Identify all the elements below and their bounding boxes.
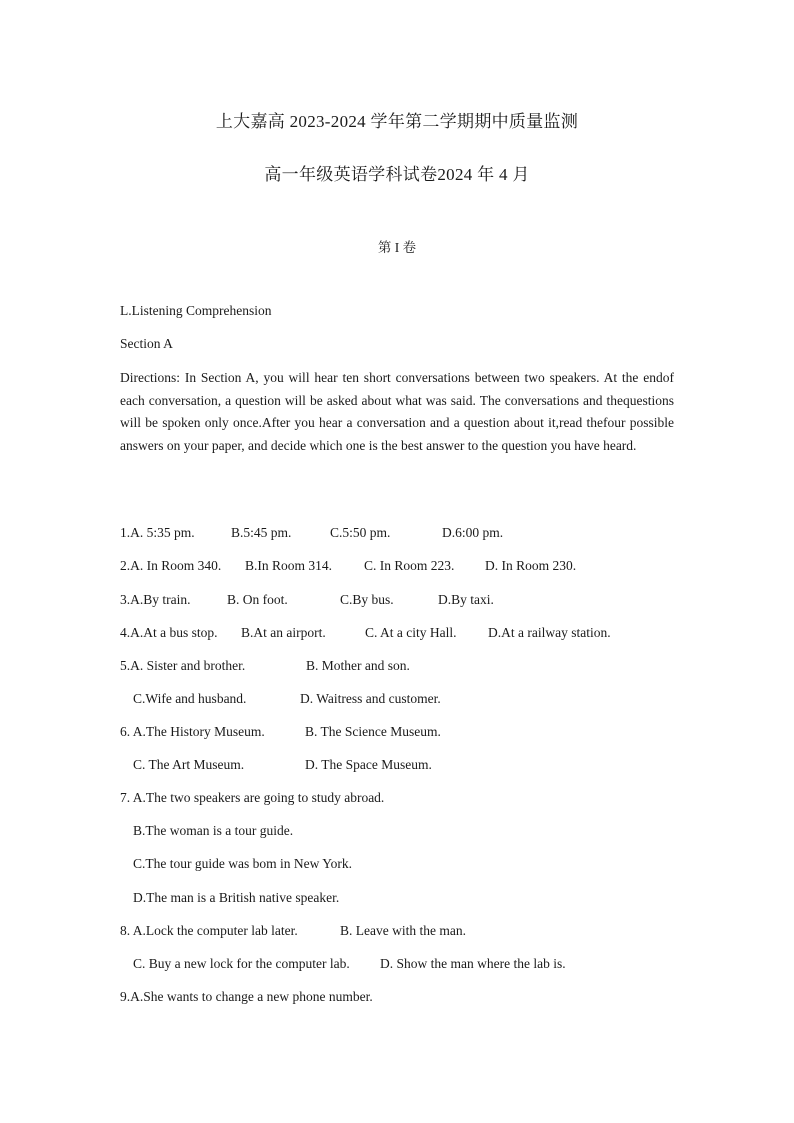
q8-option-a: 8. A.Lock the computer lab later. [120, 923, 298, 938]
q7-option-b: B.The woman is a tour guide. [133, 823, 294, 838]
q2-option-a: 2.A. In Room 340. [120, 558, 222, 573]
q4-option-c: C. At a city Hall. [365, 625, 457, 640]
q2-option-b: B.In Room 314. [245, 558, 333, 573]
q3-option-b: B. On foot. [227, 592, 288, 607]
q6-option-c: C. The Art Museum. [133, 757, 245, 772]
section-heading: Section A [120, 336, 173, 351]
q6-option-d: D. The Space Museum. [305, 757, 432, 772]
q1-option-c: C.5:50 pm. [330, 525, 391, 540]
part-heading: L.Listening Comprehension [120, 303, 272, 318]
q6-option-a: 6. A.The History Museum. [120, 724, 265, 739]
q8-option-d: D. Show the man where the lab is. [380, 956, 566, 971]
q5-option-a: 5.A. Sister and brother. [120, 658, 246, 673]
q4-option-b: B.At an airport. [241, 625, 326, 640]
q5-option-b: B. Mother and son. [306, 658, 410, 673]
q6-option-b: B. The Science Museum. [305, 724, 441, 739]
q5-option-c: C.Wife and husband. [133, 691, 247, 706]
q2-option-c: C. In Room 223. [364, 558, 455, 573]
q1-option-d: D.6:00 pm. [442, 525, 504, 540]
q7-option-c: C.The tour guide was bom in New York. [133, 856, 352, 871]
q1-option-b: B.5:45 pm. [231, 525, 292, 540]
q1-option-a: 1.A. 5:35 pm. [120, 525, 195, 540]
q2-option-d: D. In Room 230. [485, 558, 577, 573]
q3-option-a: 3.A.By train. [120, 592, 191, 607]
q3-option-d: D.By taxi. [438, 592, 494, 607]
directions-paragraph: Directions: In Section A, you will hear ten short conversations between two speakers. At the endof each conversation, a question will be asked about what was said. The conversations and thequestions will be spoken only once.After you hear a conversation and a question about it,read thefour possible answers on your paper, and decide which one is the best answer to the question you have heard. [120, 370, 674, 453]
volume-label: 第 I 卷 [377, 240, 417, 255]
q8-option-b: B. Leave with the man. [340, 923, 466, 938]
q7-option-d: D.The man is a British native speaker. [133, 890, 340, 905]
q5-option-d: D. Waitress and customer. [300, 691, 441, 706]
q4-option-a: 4.A.At a bus stop. [120, 625, 218, 640]
q9-option-a: 9.A.She wants to change a new phone number. [120, 989, 373, 1004]
exam-subtitle: 高一年级英语学科试卷2024 年 4 月 [264, 165, 530, 184]
q7-option-a: 7. A.The two speakers are going to study abroad. [120, 790, 385, 805]
q4-option-d: D.At a railway station. [488, 625, 611, 640]
q3-option-c: C.By bus. [340, 592, 394, 607]
exam-title: 上大嘉高 2023-2024 学年第二学期期中质量监测 [215, 112, 579, 131]
q8-option-c: C. Buy a new lock for the computer lab. [133, 956, 350, 971]
